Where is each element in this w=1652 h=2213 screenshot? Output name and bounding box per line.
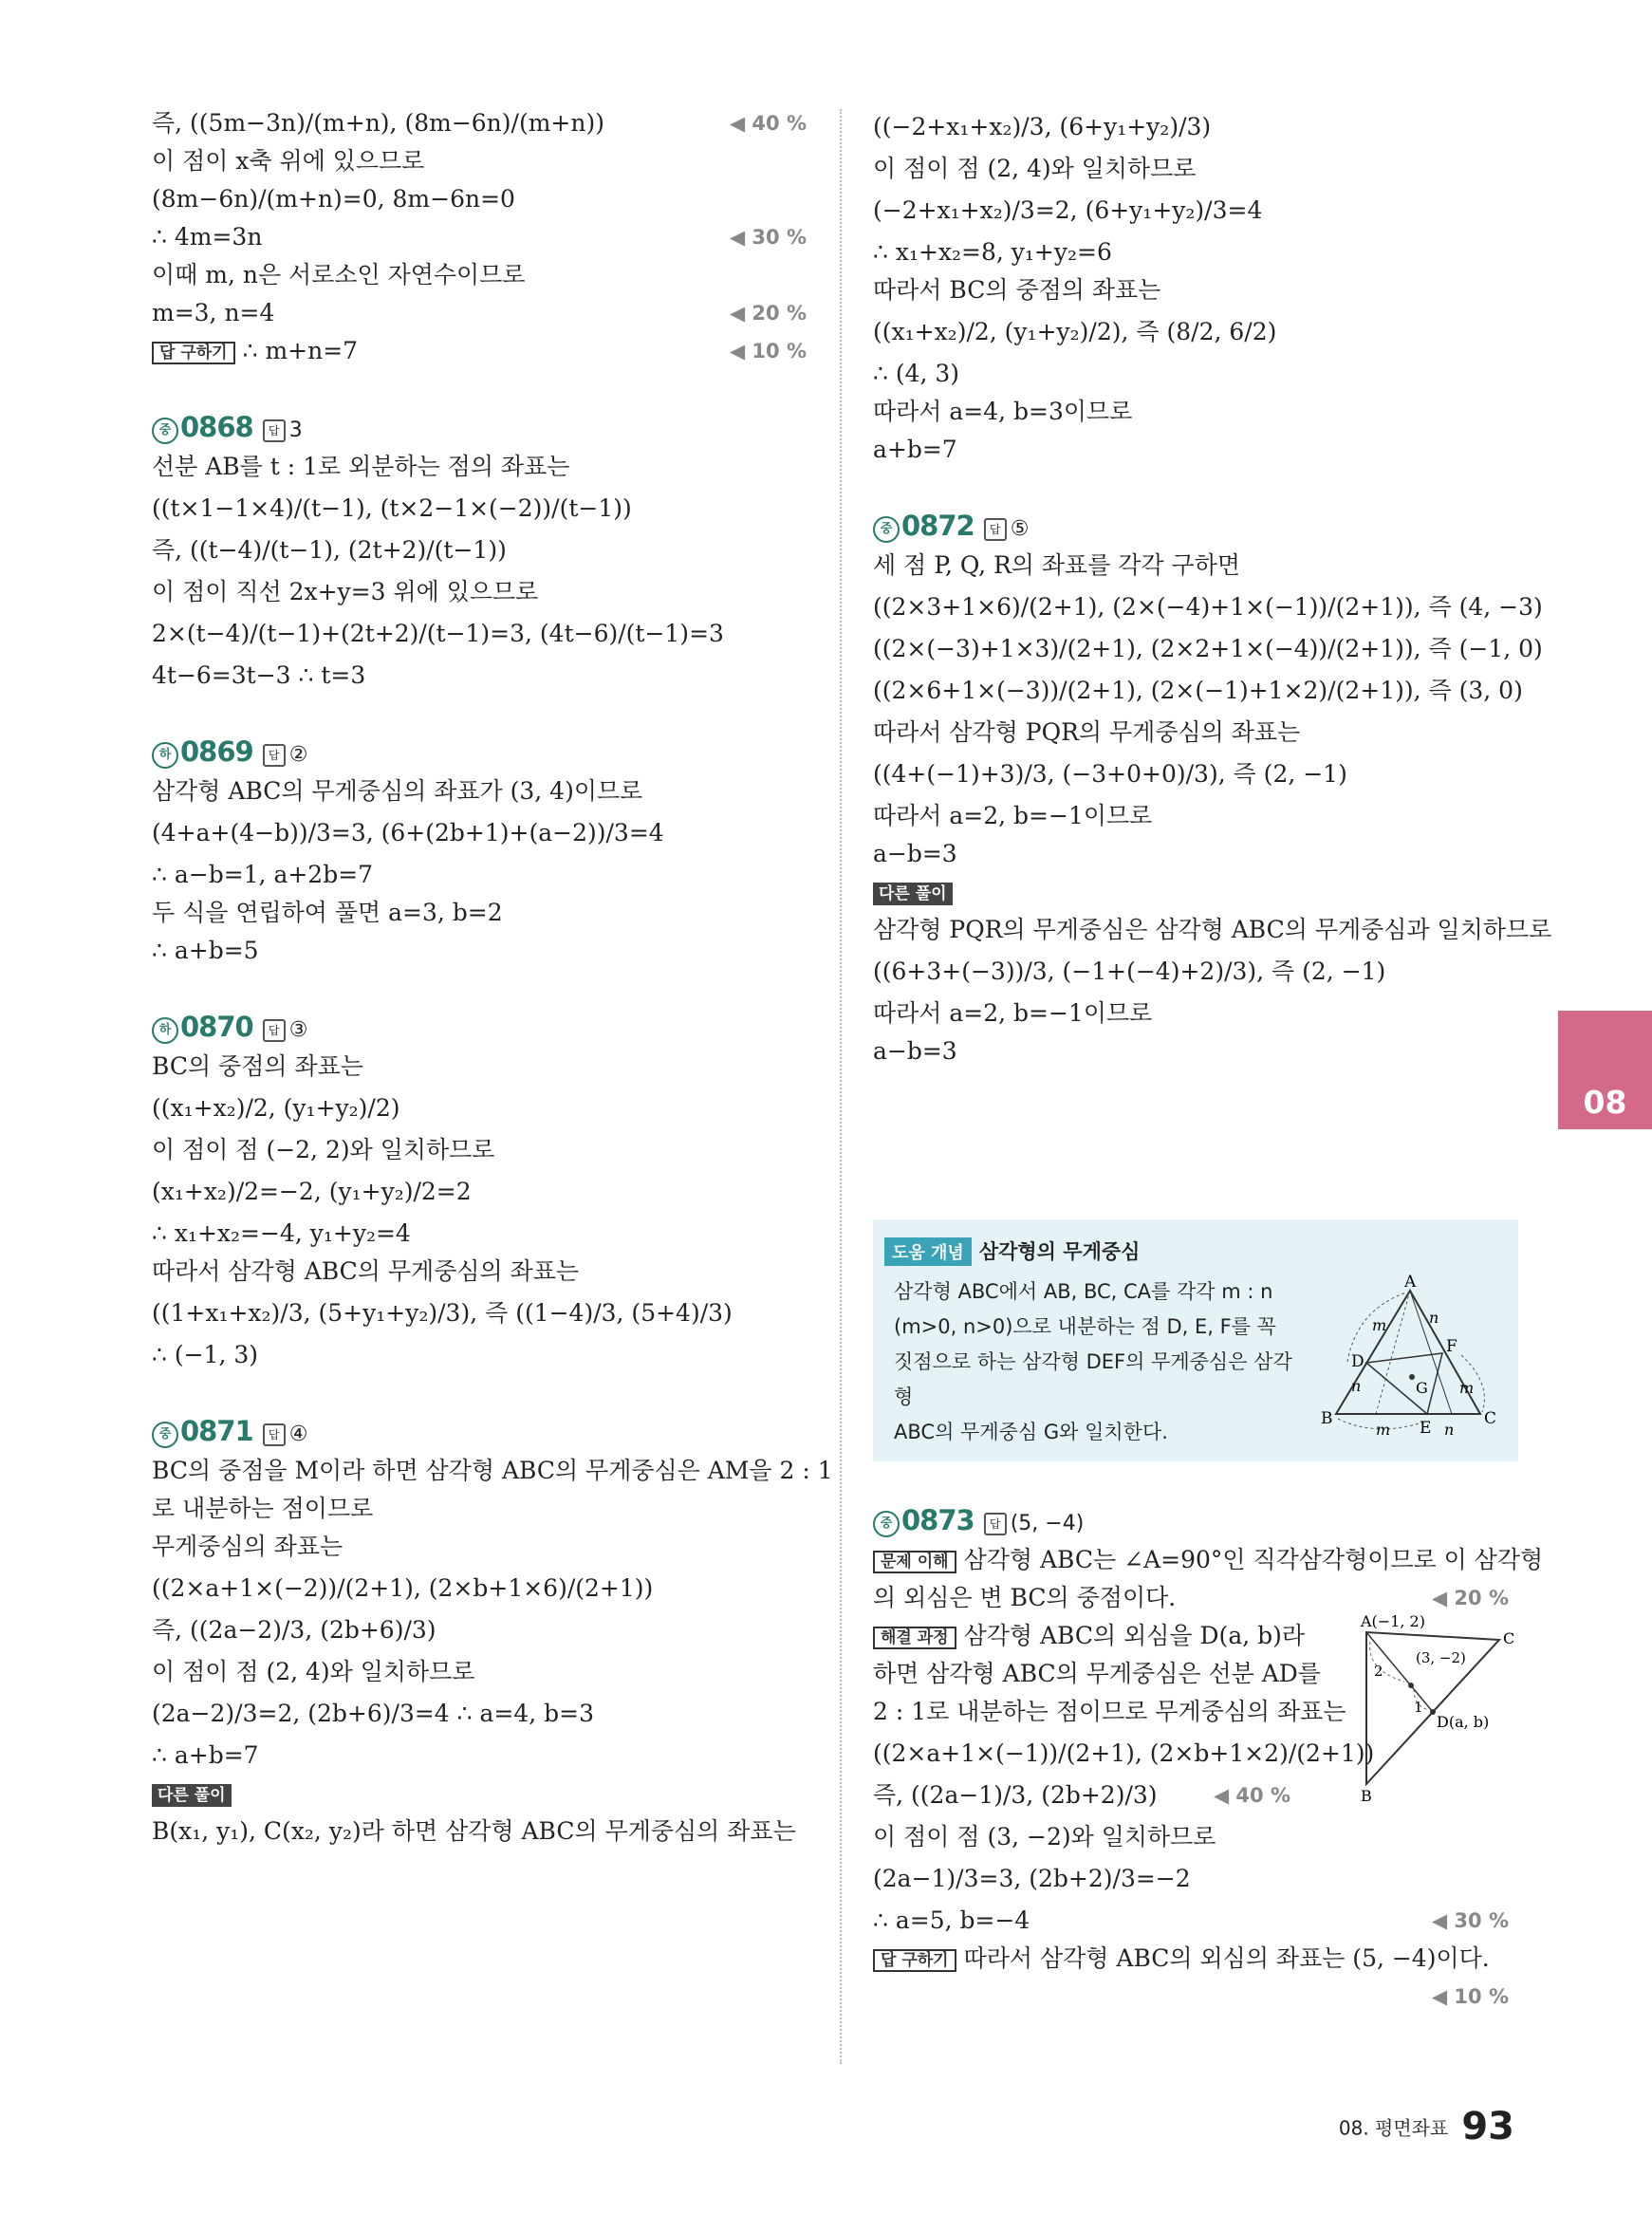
fig-label-g: G [1416,1379,1428,1397]
solution-line: 해결 과정 삼각형 ABC의 외심을 D(a, b)라 [873,1617,1518,1655]
solution-line: 따라서 a=4, b=3이므로 [873,398,1133,425]
solution-line: a−b=3 [873,1037,957,1065]
fig-label-m: m [1459,1379,1475,1397]
solution-line: m=3, n=4 ◀ 20 % [152,294,816,332]
solution-line: (2a−1)/3=3, (2b+2)/3=−2 [873,1865,1191,1892]
solution-line: 따라서 a=2, b=−1이므로 [873,802,1153,829]
problem-number: 0868 [180,411,253,443]
solution-line: ∴ x₁+x₂=8, y₁+y₂=6 [873,238,1112,266]
fig-label-f: F [1446,1337,1457,1356]
concept-line: 삼각형 ABC에서 AB, BC, CA를 각각 m : n [894,1280,1273,1303]
step-tag: 답 구하기 [152,342,235,364]
solution-line: (4+a+(4−b))/3=3, (6+(2b+1)+(a−2))/3=4 [152,819,664,846]
difficulty-badge: 하 [152,1017,178,1044]
solution-line: ((2×3+1×6)/(2+1), (2×(−4)+1×(−1))/(2+1)), 즉 (4, −3) [873,593,1543,621]
score-percent: ◀ 20 % [1431,1587,1509,1609]
fig-label-d: D(a, b) [1437,1713,1490,1731]
problem-header-0869 [152,731,816,772]
solution-line: ((x₁+x₂)/2, (y₁+y₂)/2) [152,1094,400,1122]
solution-line: 즉, ((2a−1)/3, (2b+2)/3) ◀ 40 % [873,1776,1518,1814]
solution-line: 따라서 a=2, b=−1이므로 [873,999,1153,1027]
fig-label-n: n [1444,1421,1455,1439]
answer-icon: 답 [263,419,286,442]
solution-line: 무게중심의 좌표는 [152,1533,343,1560]
alt-solution-tag: 다른 풀이 [152,1784,232,1807]
solution-line: 답 구하기 따라서 삼각형 ABC의 외심의 좌표는 (5, −4)이다. [873,1940,1518,1978]
solution-line: 이 점이 점 (−2, 2)와 일치하므로 [152,1136,495,1163]
solution-line: ((2×a+1×(−1))/(2+1), (2×b+1×2)/(2+1)) [873,1739,1375,1767]
solution-line: 이 점이 점 (3, −2)와 일치하므로 [873,1823,1216,1850]
concept-line: (m>0, n>0)으로 내분하는 점 D, E, F를 꼭 [894,1315,1276,1338]
problem-header-0871 [152,1410,816,1452]
solution-line: (2a−2)/3=2, (2b+6)/3=4 ∴ a=4, b=3 [152,1700,595,1727]
chapter-title: 08. 평면좌표 [1338,2116,1449,2140]
solution-line: 즉, ((t−4)/(t−1), (2t+2)/(t−1)) [152,536,507,564]
alt-solution-tag: 다른 풀이 [873,883,953,905]
concept-text [894,1274,1311,1450]
solution-line: BC의 중점을 M이라 하면 삼각형 ABC의 무게중심은 AM을 2 : 1 [152,1457,833,1484]
answer-value: 3 [288,418,303,442]
chapter-tab-label: 08 [1583,1084,1627,1121]
solution-line [873,1978,1518,2016]
answer-icon: 답 [263,1019,286,1042]
right-triangle-figure [1338,1613,1518,1803]
page-footer [1339,2105,1514,2148]
solution-line: 2 : 1로 내분하는 점이므로 무게중심의 좌표는 [873,1698,1346,1725]
solution-line: (−2+x₁+x₂)/3=2, (6+y₁+y₂)/3=4 [873,196,1263,224]
solution-line: 이 점이 x축 위에 있으므로 [152,147,425,175]
solution-line: ((−2+x₁+x₂)/3, (6+y₁+y₂)/3) [873,113,1212,140]
problem-number: 0871 [180,1415,253,1447]
solution-line: 4t−6=3t−3 ∴ t=3 [152,661,366,689]
solution-line: a+b=7 [873,436,957,463]
solution-line: 문제 이해 삼각형 ABC는 ∠A=90°인 직각삼각형이므로 이 삼각형 [873,1541,1518,1579]
answer-value: (5, −4) [1010,1512,1085,1535]
solution-line: (8m−6n)/(m+n)=0, 8m−6n=0 [152,185,515,213]
solution-line: 삼각형 PQR의 무게중심은 삼각형 ABC의 무게중심과 일치하므로 [873,916,1552,943]
answer-value: ⑤ [1010,517,1030,541]
fig-label-n: n [1351,1377,1362,1395]
fig-label-a: A [1404,1273,1417,1292]
fig-label-d: D [1351,1352,1364,1371]
fig-label-b: B [1321,1409,1333,1428]
problem-number: 0869 [180,735,253,768]
answer-icon: 답 [263,744,286,767]
left-column [152,104,833,1850]
score-percent: ◀ 10 % [729,340,807,363]
score-percent: ◀ 30 % [1431,1909,1509,1932]
solution-line: 답 구하기 ∴ m+n=7 ◀ 10 % [152,332,816,370]
step-tag: 답 구하기 [873,1949,956,1972]
score-percent: ◀ 20 % [729,302,807,325]
solution-line: ((2×a+1×(−2))/(2+1), (2×b+1×6)/(2+1)) [152,1574,654,1602]
fig-label-b: B [1361,1787,1372,1803]
solution-line: ((x₁+x₂)/2, (y₁+y₂)/2), 즉 (8/2, 6/2) [873,318,1277,345]
difficulty-badge: 중 [152,418,178,444]
concept-box [873,1219,1518,1461]
solution-line: ∴ (4, 3) [873,360,960,387]
concept-line: 짓점으로 하는 삼각형 DEF의 무게중심은 삼각형 [894,1350,1292,1408]
answer-value: ② [288,743,308,767]
solution-line: 삼각형 ABC의 무게중심의 좌표가 (3, 4)이므로 [152,777,643,805]
problem-header-0868 [152,406,816,448]
problem-number: 0872 [901,510,974,542]
step-tag: 해결 과정 [873,1627,956,1649]
solution-line: ((2×6+1×(−3))/(2+1), (2×(−1)+1×2)/(2+1)), 즉 (3, 0) [873,677,1523,704]
solution-line: ∴ a+b=7 [152,1741,259,1769]
problem-number: 0870 [180,1011,253,1043]
solution-line: 두 식을 연립하여 풀면 a=3, b=2 [152,899,503,926]
problem-header-0873 [873,1499,1518,1541]
concept-line: ABC의 무게중심 G와 일치한다. [894,1421,1168,1443]
difficulty-badge: 중 [873,516,900,543]
fig-label-centroid: (3, −2) [1416,1649,1466,1666]
score-percent: ◀ 10 % [1431,1985,1509,2008]
solution-line: 이 점이 직선 2x+y=3 위에 있으므로 [152,578,539,605]
fig-label-one: 1 [1414,1699,1423,1716]
solution-line: 즉, ((2a−2)/3, (2b+6)/3) [152,1616,436,1644]
solution-line: ∴ a−b=1, a+2b=7 [152,861,374,888]
problem-0873 [873,1499,1544,2016]
concept-title: 삼각형의 무게중심 [978,1240,1141,1263]
answer-icon: 답 [984,518,1007,541]
solution-line: ∴ a+b=5 [152,937,259,964]
solution-line: 로 내분하는 점이므로 [152,1495,374,1522]
score-percent: ◀ 40 % [729,112,807,135]
solution-line: 의 외심은 변 BC의 중점이다. ◀ 20 % [873,1579,1518,1617]
solution-line: 세 점 P, Q, R의 좌표를 각각 구하면 [873,551,1241,579]
right-column [873,104,1552,1070]
fig-label-c: C [1503,1629,1515,1647]
solution-line: 따라서 삼각형 ABC의 무게중심의 좌표는 [152,1257,580,1285]
difficulty-badge: 하 [152,742,178,769]
answer-icon: 답 [984,1513,1007,1535]
fig-label-n: n [1429,1309,1439,1327]
solution-line: B(x₁, y₁), C(x₂, y₂)라 하면 삼각형 ABC의 무게중심의 좌표는 [152,1817,796,1845]
difficulty-badge: 중 [152,1422,178,1448]
solution-line: 선분 AB를 t : 1로 외분하는 점의 좌표는 [152,453,570,480]
alt-solution-label [873,873,1518,911]
solution-line: 하면 삼각형 ABC의 무게중심은 선분 AD를 [873,1660,1321,1687]
solution-line: BC의 중점의 좌표는 [152,1052,363,1080]
solution-line: 이 점이 점 (2, 4)와 일치하므로 [152,1658,475,1685]
solution-line: ∴ (−1, 3) [152,1341,259,1368]
solution-line: ((4+(−1)+3)/3, (−3+0+0)/3), 즉 (2, −1) [873,760,1347,788]
problem-header-0872 [873,505,1518,547]
solution-line: 즉, ((5m−3n)/(m+n), (8m−6n)/(m+n)) ◀ 40 % [152,104,816,142]
solution-line: a−b=3 [873,840,957,867]
fig-label-m: m [1376,1421,1391,1439]
solution-line: 따라서 BC의 중점의 좌표는 [873,276,1161,304]
step-tag: 문제 이해 [873,1551,956,1573]
solution-line: 따라서 삼각형 PQR의 무게중심의 좌표는 [873,718,1301,746]
concept-header [884,1237,1140,1266]
centroid-figure [1319,1272,1509,1452]
solution-line: ((6+3+(−3))/3, (−1+(−4)+2)/3), 즉 (2, −1) [873,958,1386,985]
column-divider [840,109,842,2064]
difficulty-badge: 중 [873,1511,900,1537]
alt-solution-label [152,1775,816,1813]
solution-line: (x₁+x₂)/2=−2, (y₁+y₂)/2=2 [152,1178,472,1205]
answer-value: ④ [288,1423,308,1446]
solution-line: ∴ x₁+x₂=−4, y₁+y₂=4 [152,1219,411,1247]
solution-line: 이 점이 점 (2, 4)와 일치하므로 [873,155,1197,182]
solution-line: ((2×(−3)+1×3)/(2+1), (2×2+1×(−4))/(2+1)), 즉 (−1, 0) [873,635,1543,662]
problem-header-0870 [152,1006,816,1048]
fig-label-e: E [1420,1419,1432,1438]
fig-label-a: A(−1, 2) [1361,1613,1425,1630]
answer-value: ③ [288,1018,308,1042]
page-number: 93 [1461,2105,1514,2148]
solution-line: ((1+x₁+x₂)/3, (5+y₁+y₂)/3), 즉 ((1−4)/3, (5+4)/3) [152,1299,733,1327]
chapter-side-tab [1558,1011,1652,1129]
problem-number: 0873 [901,1504,974,1536]
score-percent: ◀ 30 % [729,226,807,249]
fig-label-two: 2 [1374,1663,1383,1680]
solution-line: 이때 m, n은 서로소인 자연수이므로 [152,261,526,288]
answer-icon: 답 [263,1423,286,1446]
solution-line: ((t×1−1×4)/(t−1), (t×2−1×(−2))/(t−1)) [152,494,632,522]
concept-tag: 도움 개념 [884,1237,972,1266]
fig-label-c: C [1484,1409,1497,1428]
solution-line: 2×(t−4)/(t−1)+(2t+2)/(t−1)=3, (4t−6)/(t−1)=3 [152,620,724,647]
score-percent: ◀ 40 % [1213,1784,1290,1807]
solution-line: ∴ a=5, b=−4 ◀ 30 % [873,1902,1518,1940]
fig-label-m: m [1372,1316,1387,1334]
solution-line: ∴ 4m=3n ◀ 30 % [152,218,816,256]
